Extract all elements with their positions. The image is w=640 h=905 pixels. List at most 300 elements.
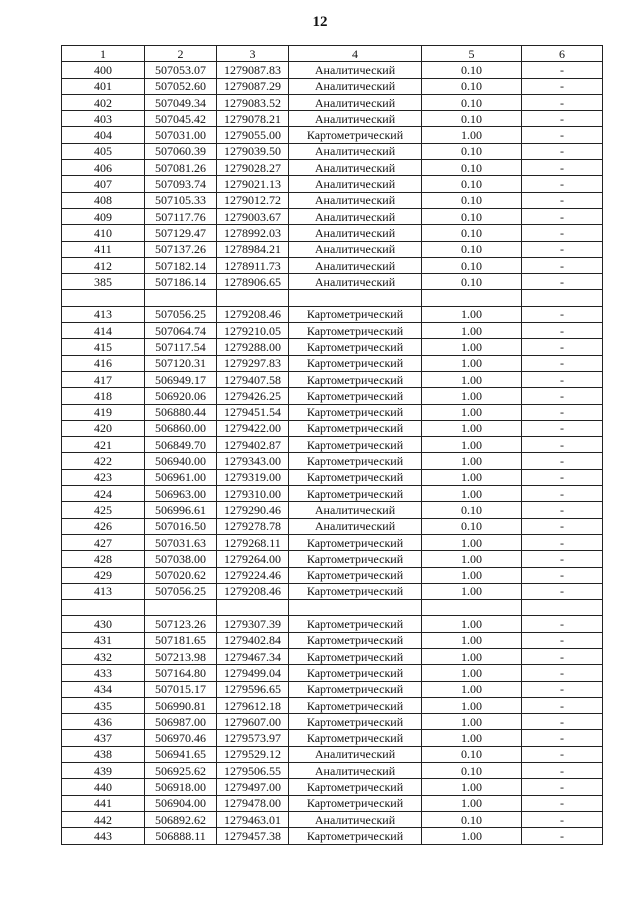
table-cell — [422, 290, 522, 306]
table-cell: 507164.80 — [145, 665, 217, 681]
table-cell: 506849.70 — [145, 437, 217, 453]
table-cell: 1279290.46 — [217, 502, 289, 518]
table-cell: - — [522, 371, 603, 387]
table-cell: - — [522, 697, 603, 713]
table-row — [62, 730, 603, 746]
table-cell: 403 — [62, 111, 145, 127]
table-cell: Аналитический — [289, 160, 422, 176]
table-cell: 1279012.72 — [217, 192, 289, 208]
table-cell: 1279087.29 — [217, 78, 289, 94]
table-row — [62, 208, 603, 224]
table-cell: 1.00 — [422, 371, 522, 387]
table-cell: - — [522, 355, 603, 371]
table-cell: Аналитический — [289, 257, 422, 273]
table-cell: 507016.50 — [145, 518, 217, 534]
table-cell: Аналитический — [289, 746, 422, 762]
table-cell: 506892.62 — [145, 811, 217, 827]
table-cell: 1.00 — [422, 632, 522, 648]
table-cell: 506880.44 — [145, 404, 217, 420]
table-cell: 412 — [62, 257, 145, 273]
table-cell: - — [522, 388, 603, 404]
table-row — [62, 339, 603, 355]
table-row — [62, 616, 603, 632]
table-cell: 1279310.00 — [217, 486, 289, 502]
table-cell: - — [522, 208, 603, 224]
table-cell: 1.00 — [422, 437, 522, 453]
table-cell: 1.00 — [422, 730, 522, 746]
table-cell: 400 — [62, 62, 145, 78]
table-cell: Аналитический — [289, 208, 422, 224]
table-cell: 1.00 — [422, 697, 522, 713]
table-cell: Аналитический — [289, 225, 422, 241]
table-cell: Картометрический — [289, 420, 422, 436]
table-row — [62, 567, 603, 583]
table-cell: 1279028.27 — [217, 160, 289, 176]
table-row — [62, 127, 603, 143]
table-cell: 506888.11 — [145, 828, 217, 844]
table-cell: 434 — [62, 681, 145, 697]
table-cell — [522, 290, 603, 306]
table-cell: Картометрический — [289, 616, 422, 632]
table-cell: - — [522, 648, 603, 664]
table-cell: 422 — [62, 453, 145, 469]
table-cell: Картометрический — [289, 567, 422, 583]
table-cell: Аналитический — [289, 192, 422, 208]
table-cell: 0.10 — [422, 518, 522, 534]
table-cell: 1.00 — [422, 355, 522, 371]
table-cell: 0.10 — [422, 763, 522, 779]
table-cell: 1.00 — [422, 388, 522, 404]
table-cell: 1279343.00 — [217, 453, 289, 469]
table-cell: Аналитический — [289, 143, 422, 159]
table-row — [62, 502, 603, 518]
table-cell: Картометрический — [289, 795, 422, 811]
table-cell: - — [522, 779, 603, 795]
table-cell: 423 — [62, 469, 145, 485]
table-cell: 507105.33 — [145, 192, 217, 208]
table-cell: 407 — [62, 176, 145, 192]
table-cell: Аналитический — [289, 78, 422, 94]
table-cell: Картометрический — [289, 371, 422, 387]
table-row — [62, 518, 603, 534]
table-cell: 1279506.55 — [217, 763, 289, 779]
table-cell: Картометрический — [289, 355, 422, 371]
table-cell: 506970.46 — [145, 730, 217, 746]
header-cell: 5 — [422, 46, 522, 62]
table-cell: 1.00 — [422, 404, 522, 420]
table-cell — [145, 600, 217, 616]
table-cell: Картометрический — [289, 323, 422, 339]
table-cell: - — [522, 746, 603, 762]
table-cell: - — [522, 143, 603, 159]
table-cell: 402 — [62, 94, 145, 110]
table-cell: Картометрический — [289, 551, 422, 567]
table-row — [62, 648, 603, 664]
header-cell: 1 — [62, 46, 145, 62]
table-cell: 1279208.46 — [217, 583, 289, 599]
table-cell — [62, 600, 145, 616]
table-cell: 1.00 — [422, 665, 522, 681]
table-cell: 0.10 — [422, 62, 522, 78]
table-cell: 1.00 — [422, 779, 522, 795]
table-cell: 385 — [62, 274, 145, 290]
table-cell: Картометрический — [289, 681, 422, 697]
table-cell: 1.00 — [422, 616, 522, 632]
table-cell: - — [522, 616, 603, 632]
table-cell: 1.00 — [422, 323, 522, 339]
table-cell: 418 — [62, 388, 145, 404]
table-cell: 507182.14 — [145, 257, 217, 273]
table-cell: - — [522, 534, 603, 550]
table-cell: Аналитический — [289, 62, 422, 78]
separator-row — [62, 290, 603, 306]
table-cell: 416 — [62, 355, 145, 371]
table-row — [62, 371, 603, 387]
table-cell: 409 — [62, 208, 145, 224]
table-cell: 1279463.01 — [217, 811, 289, 827]
table-cell: 1279596.65 — [217, 681, 289, 697]
table-cell: - — [522, 241, 603, 257]
table-cell: 443 — [62, 828, 145, 844]
table-cell: 1279208.46 — [217, 306, 289, 322]
table-cell: 440 — [62, 779, 145, 795]
table-cell: - — [522, 502, 603, 518]
table-cell: 1279478.00 — [217, 795, 289, 811]
table-cell: 1279426.25 — [217, 388, 289, 404]
table-row — [62, 697, 603, 713]
table-cell: Картометрический — [289, 388, 422, 404]
table-cell: 1279529.12 — [217, 746, 289, 762]
table-row — [62, 323, 603, 339]
table-cell: 1279607.00 — [217, 714, 289, 730]
table-cell: 507020.62 — [145, 567, 217, 583]
table-cell: 413 — [62, 583, 145, 599]
table-cell: 0.10 — [422, 78, 522, 94]
table-cell: 1279278.78 — [217, 518, 289, 534]
table-cell: 1279402.87 — [217, 437, 289, 453]
table-row — [62, 486, 603, 502]
table-cell: 507213.98 — [145, 648, 217, 664]
table-cell: Картометрический — [289, 583, 422, 599]
table-cell: 1.00 — [422, 534, 522, 550]
table-cell: 1.00 — [422, 714, 522, 730]
table-cell: 506918.00 — [145, 779, 217, 795]
table-row — [62, 583, 603, 599]
table-cell: 0.10 — [422, 192, 522, 208]
table-cell: - — [522, 111, 603, 127]
table-row — [62, 551, 603, 567]
table-cell: 0.10 — [422, 274, 522, 290]
table-cell: - — [522, 160, 603, 176]
table-cell: - — [522, 78, 603, 94]
table-cell: 401 — [62, 78, 145, 94]
table-cell: 1.00 — [422, 583, 522, 599]
table-cell: 426 — [62, 518, 145, 534]
table-cell: Картометрический — [289, 714, 422, 730]
table-cell: - — [522, 518, 603, 534]
table-cell: - — [522, 420, 603, 436]
table-cell: 432 — [62, 648, 145, 664]
table-cell: 1279612.18 — [217, 697, 289, 713]
table-cell: - — [522, 551, 603, 567]
table-row — [62, 94, 603, 110]
table-row — [62, 111, 603, 127]
header-row — [62, 46, 603, 62]
table-row — [62, 681, 603, 697]
table-row — [62, 469, 603, 485]
table-cell: Картометрический — [289, 632, 422, 648]
table-cell: 419 — [62, 404, 145, 420]
table-row — [62, 811, 603, 827]
table-cell: 506940.00 — [145, 453, 217, 469]
table-body — [62, 62, 603, 844]
table-row — [62, 534, 603, 550]
table-cell: Аналитический — [289, 274, 422, 290]
table-row — [62, 746, 603, 762]
table-cell: 507038.00 — [145, 551, 217, 567]
table-cell: 507031.63 — [145, 534, 217, 550]
table-cell: 430 — [62, 616, 145, 632]
table-row — [62, 306, 603, 322]
table-cell: 436 — [62, 714, 145, 730]
table-cell: - — [522, 306, 603, 322]
table-cell: - — [522, 62, 603, 78]
table-cell: 507181.65 — [145, 632, 217, 648]
table-cell: Аналитический — [289, 763, 422, 779]
table-row — [62, 62, 603, 78]
table-cell: Картометрический — [289, 127, 422, 143]
table-cell: - — [522, 469, 603, 485]
table-cell: Картометрический — [289, 469, 422, 485]
table-cell — [62, 290, 145, 306]
table-cell: 1279402.84 — [217, 632, 289, 648]
table-cell: 1278984.21 — [217, 241, 289, 257]
table-cell: 506860.00 — [145, 420, 217, 436]
table-cell: 1279021.13 — [217, 176, 289, 192]
table-cell: 441 — [62, 795, 145, 811]
table-cell: - — [522, 339, 603, 355]
table-cell: 507015.17 — [145, 681, 217, 697]
table-cell: 413 — [62, 306, 145, 322]
table-row — [62, 714, 603, 730]
table-cell: 1279083.52 — [217, 94, 289, 110]
table-cell: 420 — [62, 420, 145, 436]
table-cell: - — [522, 811, 603, 827]
table-cell: 1279039.50 — [217, 143, 289, 159]
table-cell: 1279499.04 — [217, 665, 289, 681]
table-cell: 1279210.05 — [217, 323, 289, 339]
table-cell — [217, 290, 289, 306]
table-row — [62, 420, 603, 436]
table-cell: 0.10 — [422, 257, 522, 273]
table-cell: 507129.47 — [145, 225, 217, 241]
table-cell: 0.10 — [422, 94, 522, 110]
table-cell: 1279457.38 — [217, 828, 289, 844]
table-row — [62, 453, 603, 469]
table-cell: - — [522, 795, 603, 811]
table-row — [62, 241, 603, 257]
table-row — [62, 225, 603, 241]
table-cell: 415 — [62, 339, 145, 355]
table-cell: 1279078.21 — [217, 111, 289, 127]
table-cell: 1279407.58 — [217, 371, 289, 387]
table-cell — [422, 600, 522, 616]
table-cell: 507031.00 — [145, 127, 217, 143]
table-cell: 507045.42 — [145, 111, 217, 127]
table-cell: 0.10 — [422, 160, 522, 176]
table-cell: 507052.60 — [145, 78, 217, 94]
table-cell: Картометрический — [289, 730, 422, 746]
table-cell: 431 — [62, 632, 145, 648]
table-cell: 1.00 — [422, 795, 522, 811]
table-row — [62, 404, 603, 420]
table-cell: 507049.34 — [145, 94, 217, 110]
table-row — [62, 160, 603, 176]
table-cell: - — [522, 225, 603, 241]
table-cell: 435 — [62, 697, 145, 713]
table-cell: 507081.26 — [145, 160, 217, 176]
table-cell: 0.10 — [422, 811, 522, 827]
table-cell: - — [522, 323, 603, 339]
table-cell: 1279319.00 — [217, 469, 289, 485]
table-cell: 0.10 — [422, 143, 522, 159]
table-cell: 1.00 — [422, 567, 522, 583]
table-cell: - — [522, 176, 603, 192]
table-cell: - — [522, 763, 603, 779]
table-cell: 507123.26 — [145, 616, 217, 632]
table-row — [62, 78, 603, 94]
table-cell: 507060.39 — [145, 143, 217, 159]
table-cell: 1.00 — [422, 551, 522, 567]
table-cell: - — [522, 486, 603, 502]
table-cell: 1.00 — [422, 648, 522, 664]
table-cell: - — [522, 127, 603, 143]
table-cell: Картометрический — [289, 486, 422, 502]
table-cell: Картометрический — [289, 437, 422, 453]
table-cell: - — [522, 730, 603, 746]
table-cell: 1279087.83 — [217, 62, 289, 78]
table-cell: 1279307.39 — [217, 616, 289, 632]
table-cell: 506925.62 — [145, 763, 217, 779]
table-cell: Аналитический — [289, 176, 422, 192]
table-cell: - — [522, 828, 603, 844]
table-cell: 1.00 — [422, 469, 522, 485]
table-cell: Аналитический — [289, 94, 422, 110]
table-cell: 0.10 — [422, 746, 522, 762]
table-cell: 0.10 — [422, 208, 522, 224]
separator-row — [62, 600, 603, 616]
table-cell: Аналитический — [289, 241, 422, 257]
table-cell: 506949.17 — [145, 371, 217, 387]
table-cell: 417 — [62, 371, 145, 387]
table-row — [62, 665, 603, 681]
table-cell: 438 — [62, 746, 145, 762]
table-cell: 507056.25 — [145, 306, 217, 322]
table-cell: 1279297.83 — [217, 355, 289, 371]
table-row — [62, 192, 603, 208]
table-cell: 1278992.03 — [217, 225, 289, 241]
table-cell: 405 — [62, 143, 145, 159]
table-cell: 506987.00 — [145, 714, 217, 730]
table-row — [62, 257, 603, 273]
table-cell: 1279264.00 — [217, 551, 289, 567]
table-cell: Картометрический — [289, 453, 422, 469]
table-cell: 427 — [62, 534, 145, 550]
table-cell: Картометрический — [289, 648, 422, 664]
table-cell: 1279224.46 — [217, 567, 289, 583]
table-cell: - — [522, 404, 603, 420]
table-cell: 1.00 — [422, 420, 522, 436]
table-cell: 506941.65 — [145, 746, 217, 762]
table-cell: 1279451.54 — [217, 404, 289, 420]
table-cell: - — [522, 632, 603, 648]
table-cell: Картометрический — [289, 306, 422, 322]
table-cell: 1279422.00 — [217, 420, 289, 436]
table-cell: 1.00 — [422, 306, 522, 322]
table-cell: 1.00 — [422, 486, 522, 502]
table-cell — [289, 290, 422, 306]
table-cell: 1279497.00 — [217, 779, 289, 795]
table-cell: 433 — [62, 665, 145, 681]
table-cell: Картометрический — [289, 665, 422, 681]
table-row — [62, 355, 603, 371]
table-cell: 1.00 — [422, 339, 522, 355]
table-cell: 0.10 — [422, 502, 522, 518]
table-cell: Картометрический — [289, 534, 422, 550]
table-cell: 442 — [62, 811, 145, 827]
table-cell: 507093.74 — [145, 176, 217, 192]
table-cell: - — [522, 453, 603, 469]
table-cell: 507117.76 — [145, 208, 217, 224]
table-cell: 506990.81 — [145, 697, 217, 713]
table-cell: 507120.31 — [145, 355, 217, 371]
table-cell: - — [522, 94, 603, 110]
coordinates-table — [61, 45, 603, 845]
table-cell: 1278911.73 — [217, 257, 289, 273]
table-cell: 404 — [62, 127, 145, 143]
table-row — [62, 795, 603, 811]
table-row — [62, 437, 603, 453]
table-cell: - — [522, 681, 603, 697]
table-cell: 406 — [62, 160, 145, 176]
table-cell: 506996.61 — [145, 502, 217, 518]
table-cell: 1279467.34 — [217, 648, 289, 664]
table-cell: Картометрический — [289, 697, 422, 713]
table-cell: Аналитический — [289, 111, 422, 127]
table-cell: 428 — [62, 551, 145, 567]
table-cell: 507186.14 — [145, 274, 217, 290]
table-row — [62, 388, 603, 404]
table-cell: 1279573.97 — [217, 730, 289, 746]
table-cell: Картометрический — [289, 339, 422, 355]
table-cell: - — [522, 714, 603, 730]
table-cell: Аналитический — [289, 518, 422, 534]
table-cell: Аналитический — [289, 502, 422, 518]
table-cell: 507117.54 — [145, 339, 217, 355]
table-cell: 1.00 — [422, 127, 522, 143]
table-cell: 507053.07 — [145, 62, 217, 78]
header-cell: 6 — [522, 46, 603, 62]
table-cell: 408 — [62, 192, 145, 208]
table-row — [62, 763, 603, 779]
table-cell: 506920.06 — [145, 388, 217, 404]
table-cell: 1.00 — [422, 828, 522, 844]
table-cell: - — [522, 567, 603, 583]
table-cell: 1279055.00 — [217, 127, 289, 143]
table-cell: - — [522, 437, 603, 453]
table-row — [62, 143, 603, 159]
table-cell: 506963.00 — [145, 486, 217, 502]
